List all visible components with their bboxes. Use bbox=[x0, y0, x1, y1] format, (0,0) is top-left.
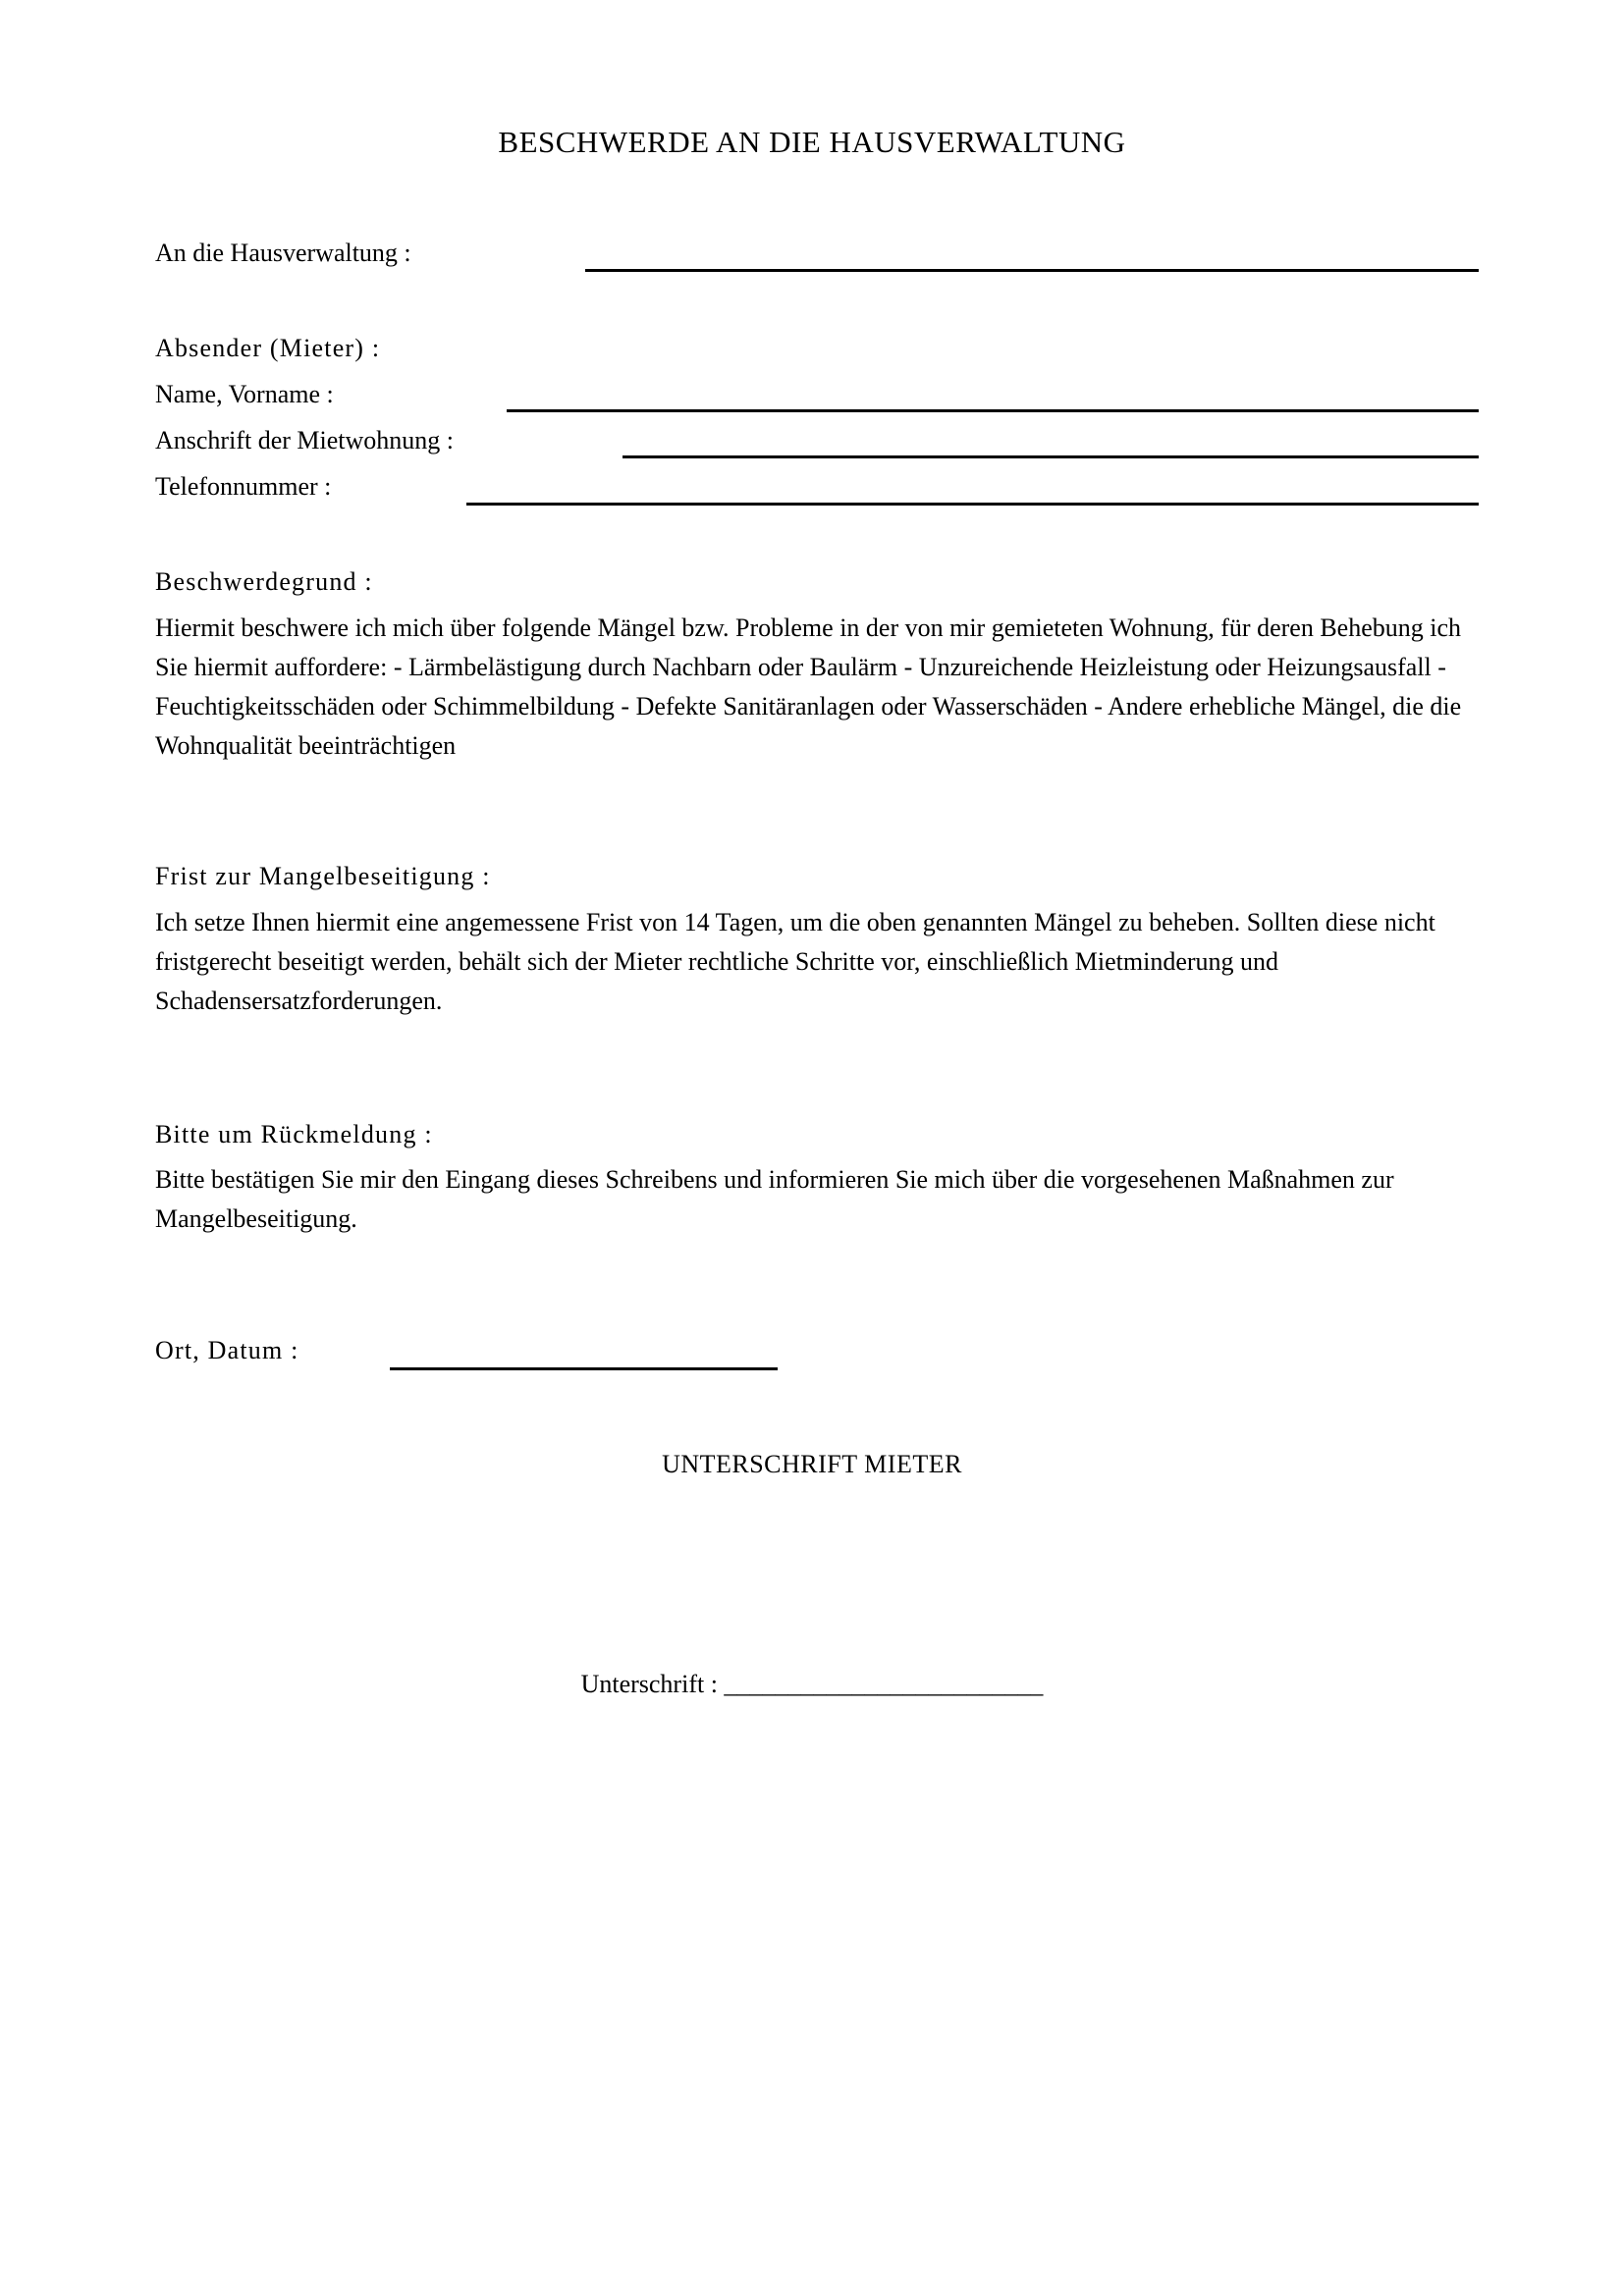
phone-field[interactable] bbox=[466, 503, 1479, 506]
feedback-heading: Bitte um Rückmeldung : bbox=[155, 1120, 433, 1148]
document-title: BESCHWERDE AN DIE HAUSVERWALTUNG bbox=[498, 125, 1126, 159]
signature-line[interactable]: Unterschrift : _________________________ bbox=[580, 1670, 1044, 1698]
deadline-text: Ich setze Ihnen hiermit eine angemessene Frist von 14 Tagen, um die oben genannten Mängel zu beheben. Sollten diese nicht fristgerecht beseitigt werden, behält sich der Mieter rechtliche Schritte vor, einschließlich Mietminderung und Schadensersatzforderungen. bbox=[155, 908, 1435, 1015]
reason-text: Hiermit beschwere ich mich über folgende Mängel bzw. Probleme in der von mir gemieteten Wohnung, für deren Behebung ich Sie hiermit auffordere: - Lärmbelästigung durch Nachbarn oder Baulärm - Unzureichende Heizleistung oder Heizungsausfall - Feuchtigkeitsschäden oder Schimmelbildung - Defekte Sanitäranlagen oder Wasserschäden - Andere erhebliche Mängel, die die Wohnqualität beeinträchtigen bbox=[155, 614, 1462, 760]
recipient-label: An die Hausverwaltung : bbox=[155, 239, 411, 267]
place-date-field[interactable] bbox=[390, 1367, 778, 1370]
phone-label: Telefonnummer : bbox=[155, 472, 332, 501]
recipient-field[interactable] bbox=[585, 269, 1479, 272]
signature-heading: UNTERSCHRIFT MIETER bbox=[662, 1450, 962, 1478]
deadline-heading: Frist zur Mangelbeseitigung : bbox=[155, 862, 491, 890]
reason-heading: Beschwerdegrund : bbox=[155, 567, 373, 596]
sender-heading: Absender (Mieter) : bbox=[155, 334, 381, 362]
feedback-text: Bitte bestätigen Sie mir den Eingang dieses Schreibens und informieren Sie mich über die vorgesehenen Maßnahmen zur Mangelbeseitigung. bbox=[155, 1165, 1394, 1233]
place-date-label: Ort, Datum : bbox=[155, 1336, 299, 1364]
name-label: Name, Vorname : bbox=[155, 380, 334, 408]
address-label: Anschrift der Mietwohnung : bbox=[155, 426, 455, 454]
name-field[interactable] bbox=[507, 409, 1479, 412]
address-field[interactable] bbox=[623, 455, 1479, 458]
